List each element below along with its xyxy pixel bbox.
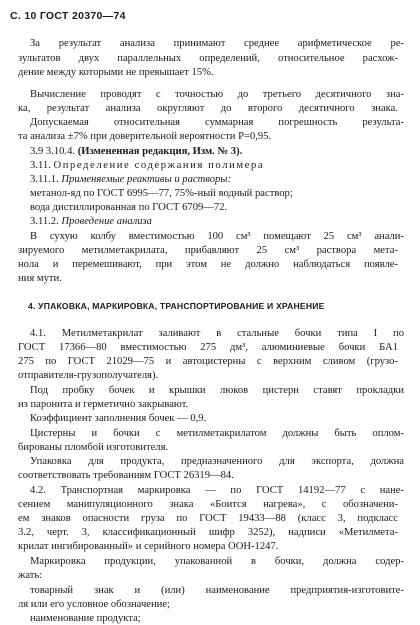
paragraph-line: ния мути. [18, 273, 62, 284]
clause-number: 3.11.2. [30, 216, 59, 227]
paragraph-line: отправителя-грузополучателя). [18, 370, 159, 381]
paragraph-line: Коэффициент заполнения бочек — 0,9. [30, 413, 207, 424]
paragraph-line: крилат ингибированный» и серийного номера ООН-1247. [18, 541, 279, 552]
paragraph-line: Допускаемая относительная суммарная погрешность результа- [30, 117, 404, 128]
clause-title: Определение содержания полимера [53, 160, 265, 171]
paragraph-line: Упаковка для продукта, предназначенного для экспорта, должна [30, 456, 404, 467]
paragraph-line: За результат анализа принимают среднее арифметическое ре- [30, 38, 404, 49]
clause-3-11-2-heading [30, 216, 152, 228]
paragraph-line: нола и перемешивают, при этом не должно наблюдаться появле- [18, 259, 398, 270]
list-item: наименование продукта; [30, 613, 141, 624]
paragraph-line: Цистерны и бочки с метилметакрилатом должны быть оплом- [30, 428, 404, 439]
paragraph-line: сением манипуляционного знака «Боится нагрева», с обозначени- [18, 499, 398, 510]
paragraph-line: соответствовать требованиям ГОСТ 26319—84. [18, 470, 234, 481]
amendment-note: (Измененная редакция, Изм. № 3). [77, 146, 243, 157]
clause-number: 3.11. [30, 160, 51, 171]
paragraph-line: Под пробку бочек и крышки люков цистерн ставят прокладки [30, 385, 404, 396]
paragraph-line: зируемого метилметакрилата, прибавляют 25 см³ раствора мета- [18, 245, 398, 256]
paragraph-line: 275 по ГОСТ 21029—75 и автоцистерны с верхним сливом (грузо- [18, 356, 398, 367]
paragraph-line: 3.2, черт. 3, классификационный шифр 3252), надписи «Метилмета- [18, 527, 398, 538]
paragraph-line: бированы пломбой изготовителя. [18, 442, 169, 453]
paragraph-line: ем знаков опасности груза по ГОСТ 19433—88 (класс 3, подкласс [18, 513, 398, 524]
paragraph-line: ка, результат анализа округляют до второго десятичного знака. [18, 103, 398, 114]
paragraph-line: жать: [18, 570, 43, 581]
page-header: С. 10 ГОСТ 20370—74 [10, 10, 126, 22]
clause-3-9-line [30, 146, 242, 158]
paragraph-line: 4.2. Транспортная маркировка — по ГОСТ 14192—77 с нане- [30, 485, 404, 496]
clause-number: 3.11.1. [30, 174, 59, 185]
list-item: ля или его условное обозначение; [18, 599, 170, 610]
clause-3-11-1-heading [30, 174, 231, 186]
clause-3-11-heading [30, 160, 264, 172]
paragraph-line: зультатов двух параллельных определений, относительное расхож- [18, 53, 398, 64]
clause-title: Проведение анализа [61, 216, 152, 227]
paragraph-line: ГОСТ 17366—80 вместимостью 275 дм³, алюминиевые бочки БА1 [18, 342, 398, 353]
paragraph-line: та анализа ±7% при доверительной вероятности P=0,95. [18, 131, 272, 142]
paragraph-line: В сухую колбу вместимостью 100 см³ помещают 25 см³ анали- [30, 231, 404, 242]
list-item: товарный знак и (или) наименование предприятия-изготовите- [30, 585, 404, 596]
paragraph-line: 4.1. Метилметакрилат заливают в стальные бочки типа I по [30, 328, 404, 339]
paragraph-line: Маркировка продукции, упакованной в бочки, должна содер- [30, 556, 404, 567]
paragraph-line: Вычисление проводят с точностью до третьего десятичного зна- [30, 89, 404, 100]
clause-title: Применяемые реактивы и растворы: [61, 174, 232, 185]
clause-number: 3.9 3.10.4. [30, 146, 76, 157]
paragraph-line: из паронита и герметично закрывают. [18, 399, 189, 410]
section-title: 4. УПАКОВКА, МАРКИРОВКА, ТРАНСПОРТИРОВАНИЕ И ХРАНЕНИЕ [28, 301, 325, 311]
paragraph-line: вода дистиллированная по ГОСТ 6709—72. [30, 202, 228, 213]
paragraph-line: метанол-яд по ГОСТ 6995—77, 75%-ный водный раствор; [30, 188, 293, 199]
paragraph-line: дение между которыми не превышает 15%. [18, 67, 214, 78]
